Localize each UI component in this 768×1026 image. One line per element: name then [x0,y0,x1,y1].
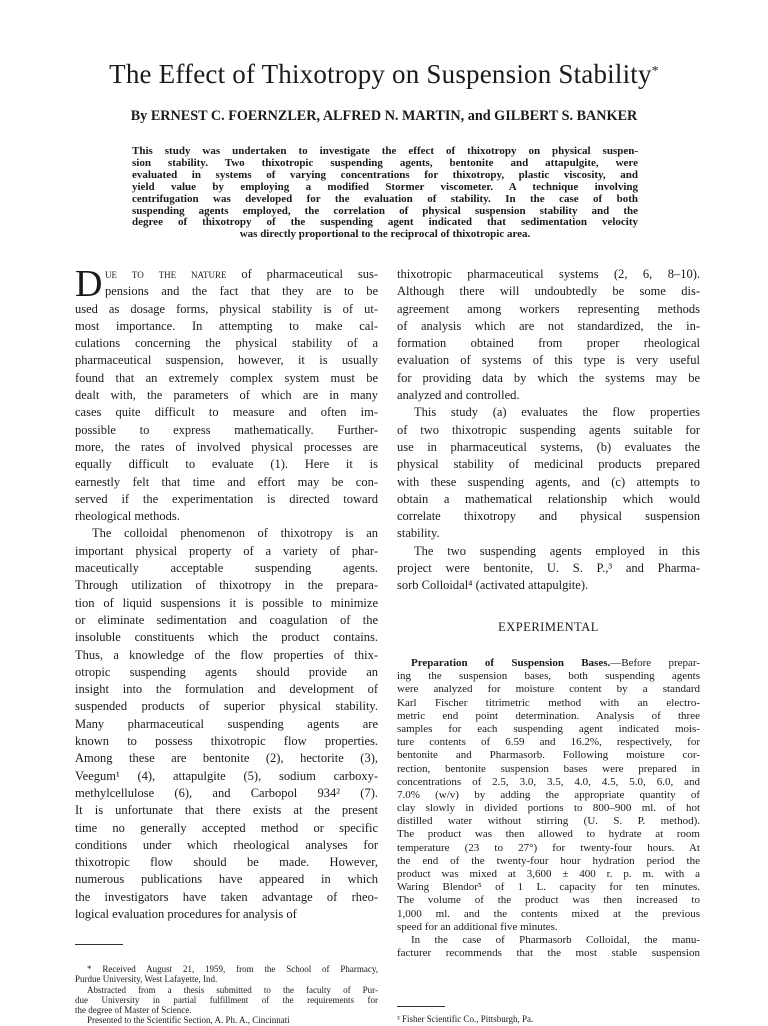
text-line: with these suspending agents, and (c) attempts to [397,474,700,489]
text-line: physical stability of medicinal products prepared [397,457,700,472]
text-line: the investigators have taken advantage of rheo- [75,889,378,904]
text-line: conditions under which rheological analyses for [75,837,378,852]
text-line: known to possess thixotropic flow properties. [75,734,378,749]
text-line: pharmaceutical suspension, however, it is usually [75,353,378,368]
text-line: correlate thixotropy and physical suspension [397,509,700,524]
text-line: rection, bentonite suspension bases were prepared in [397,762,700,775]
text-line: temperature (23 to 27°) for twenty-four hours. At [397,841,700,854]
text-line: It is unfortunate that there exists at the present [75,803,378,818]
text-line: analyzed and controlled. [397,388,520,403]
text-line: Veegum¹ (4), attapulgite (5), sodium carboxy- [75,768,378,783]
text-line: tion of liquid suspensions it is possible to minimize [75,595,378,610]
text-line: possible to express mathematically. Further- [75,422,378,437]
text-line: The product was then allowed to hydrate at room [397,828,700,841]
abstract-line: sion stability. Two thixotropic suspending agents, bentonite and attapulgite, were [132,156,638,169]
text-line: were analyzed for moisture content by a standard [397,683,700,696]
footnote-line: Abstracted from a thesis submitted to the faculty of Pur- [87,984,378,995]
abstract-line: centrifugation was developed for the evaluation of stability. In the case of both [132,192,638,205]
abstract-line: degree of thixotropy of the suspending agent indicated that sedimentation velocity [132,216,638,229]
text-line: insight into the formulation and development of [75,682,378,697]
text-line: cases quite difficult to measure and often im- [75,405,378,420]
text-line: metric end point determination. Analysis of three [397,709,700,722]
text-line: pensions and the fact that they are to be [105,284,378,299]
text-line: of two thixotropic suspending agents suitable for [397,422,700,437]
run-in-subheading: Preparation of Suspension Bases. [411,657,611,669]
footnote-line: Purdue University, West Lafayette, Ind. [75,974,218,985]
text-line: methylcellulose (6), and Carbopol 934² (7). [75,785,378,800]
text-line: suspended products of superior physical stability. [75,699,378,714]
text-line: samples for each suspending agent indicated mois- [397,722,700,735]
section-heading-experimental: EXPERIMENTAL [498,620,599,634]
footnotes-left [75,964,378,1026]
text-line: stability. [397,526,440,541]
text-line: thixotropic pharmaceutical systems (2, 6, 8–10). [397,267,700,281]
text-line: most importance. In attempting to make cal- [75,318,378,333]
text-line: culations concerning the physical stability of a [75,336,378,351]
text-line: dealt with, the parameters of which are in many [75,388,378,403]
text-line: thixotropic flow should be made. However, [75,855,378,870]
text-line: obtain a mathematical relationship which would [397,491,700,506]
text-line: earnestly felt that time and effort may be con- [75,474,378,489]
text-line: agreement among workers representing methods [397,301,700,316]
text-line: otropic suspending agents should provide an [75,664,378,679]
text-line: numerous publications have appeared in which [75,872,378,887]
text-line: product was mixed at 3,600 ± 400 r. p. m. with a [397,868,700,880]
text-line: for providing data by which the systems may be [397,370,700,385]
text-line: The two suspending agents employed in this [414,543,700,558]
text-line: The colloidal phenomenon of thixotropy is an [92,526,378,541]
footnote-line: due University in partial fulfillment of the requirements for [75,994,378,1005]
text-line: Waring Blendor⁵ of 1 L. capacity for ten minutes. [397,881,700,894]
text-line: Many pharmaceutical suspending agents are [75,716,378,731]
text-line: more, the rates of involved physical processes are [75,439,378,454]
footnote-line: * Received August 21, 1959, from the School of Pharmacy, [87,964,378,974]
text-line: Preparation of Suspension Bases.—Before prepar- [411,657,700,669]
text-line: speed for an additional five minutes. [397,920,558,933]
text-line: Among these are bentonite (2), hectorite (3), [75,751,378,766]
text-line: or eliminate sedimentation and coagulation of the [75,612,378,627]
footnote-line: the degree of Master of Science. [75,1005,192,1016]
text-line: concentrations of 2.5, 3.0, 3.5, 4.0, 4.5, 5.0, 6.0, and [397,775,700,788]
text-line: insoluble constituents which the product contains. [75,630,378,645]
text-line: 7.0% (w/v) by adding the appropriate quantity of [397,788,700,801]
text-line: equally difficult to evaluate (1). Here it is [75,457,378,472]
text-line: ture contents of 6.59 and 16.2%, respectively, for [397,736,700,749]
lead-in-words: ue to the nature [105,267,227,281]
text-line: found that an extremely complex system must be [75,370,378,385]
text-line: of analysis which are not standardized, the in- [397,318,700,333]
abstract-line: evaluated in systems of varying concentrations for thixotropy, plastic viscosity, and [132,168,638,181]
text-line: clay slowly in divided portions to 800–900 ml. of hot [397,802,700,815]
footnote-rule [397,1006,445,1007]
article-title: The Effect of Thixotropy on Suspension Stability* [109,59,659,89]
left-column [75,263,378,923]
text-line: Thus, a knowledge of the flow properties of thix- [75,647,378,662]
abstract-line: suspending agents employed, the correlation of physical suspension stability and the [132,204,638,217]
text-line: logical evaluation procedures for analysis of [75,906,297,921]
text-line: used as dosage forms, physical stability is of ut- [75,301,378,316]
text-line: served if the experimentation is directed toward [75,491,378,506]
abstract [132,146,638,241]
text-line: The volume of the product was then increased to [397,894,700,907]
text-line: ue to the nature of pharmaceutical sus- [105,267,378,281]
abstract-line: This study was undertaken to investigate the effect of thixotropy on physical suspen- [132,145,638,157]
text-line: maceutically acceptable suspending agents. [75,561,378,576]
abstract-line: was directly proportional to the reciprocal of thixotropic area. [239,228,531,241]
text-line: This study (a) evaluates the flow properties [414,405,700,420]
text-line: important physical property of a variety of phar- [75,543,378,558]
footnote-line: Presented to the Scientific Section, A. Ph. A., Cincinnati [87,1015,290,1026]
text-line: formation obtained from proper rheological [397,336,700,351]
text-line: sorb Colloidal⁴ (activated attapulgite). [397,578,589,593]
footnote-rule [75,944,123,945]
text-line: distilled water without stirring (U. S. P. method). [397,815,700,828]
text-line: evaluation of systems of this type is very useful [397,353,700,368]
text-line: In the case of Pharmasorb Colloidal, the manu- [411,933,700,946]
experimental-section-text [397,657,700,960]
article-authors: By ERNEST C. FOERNZLER, ALFRED N. MARTIN, and GILBERT S. BANKER [130,108,638,124]
text-line: facturer recommends that the most stable suspension [397,947,700,960]
text-line: Karl Fischer titrimetric method with an electro- [397,696,700,709]
footnote-right: ³ Fisher Scientific Co., Pittsburgh, Pa. [397,1014,534,1024]
text-line: time no generally accepted method or specific [75,820,378,835]
right-column [397,266,700,595]
text-line: rheological methods. [75,509,180,524]
text-line: ing the suspension bases, both suspending agents [397,670,700,683]
drop-cap: D [75,263,103,305]
text-line: use in pharmaceutical systems, (b) evaluates the [397,439,700,454]
text-line: Although there will undoubtedly be some dis- [397,284,700,299]
text-line: Through utilization of thixotropy in the prepara- [75,578,378,593]
text-line: the end of the twenty-four hour hydration period the [397,854,700,867]
text-line: 1,000 ml. and the contents mixed at the previous [397,907,700,920]
text-line: project were bentonite, U. S. P.,³ and Pharma- [397,561,700,576]
text-line: bentonite and Pharmasorb. Following moisture cor- [397,749,700,762]
abstract-line: yield value by employing a modified Stormer viscometer. A technique involving [132,180,638,193]
